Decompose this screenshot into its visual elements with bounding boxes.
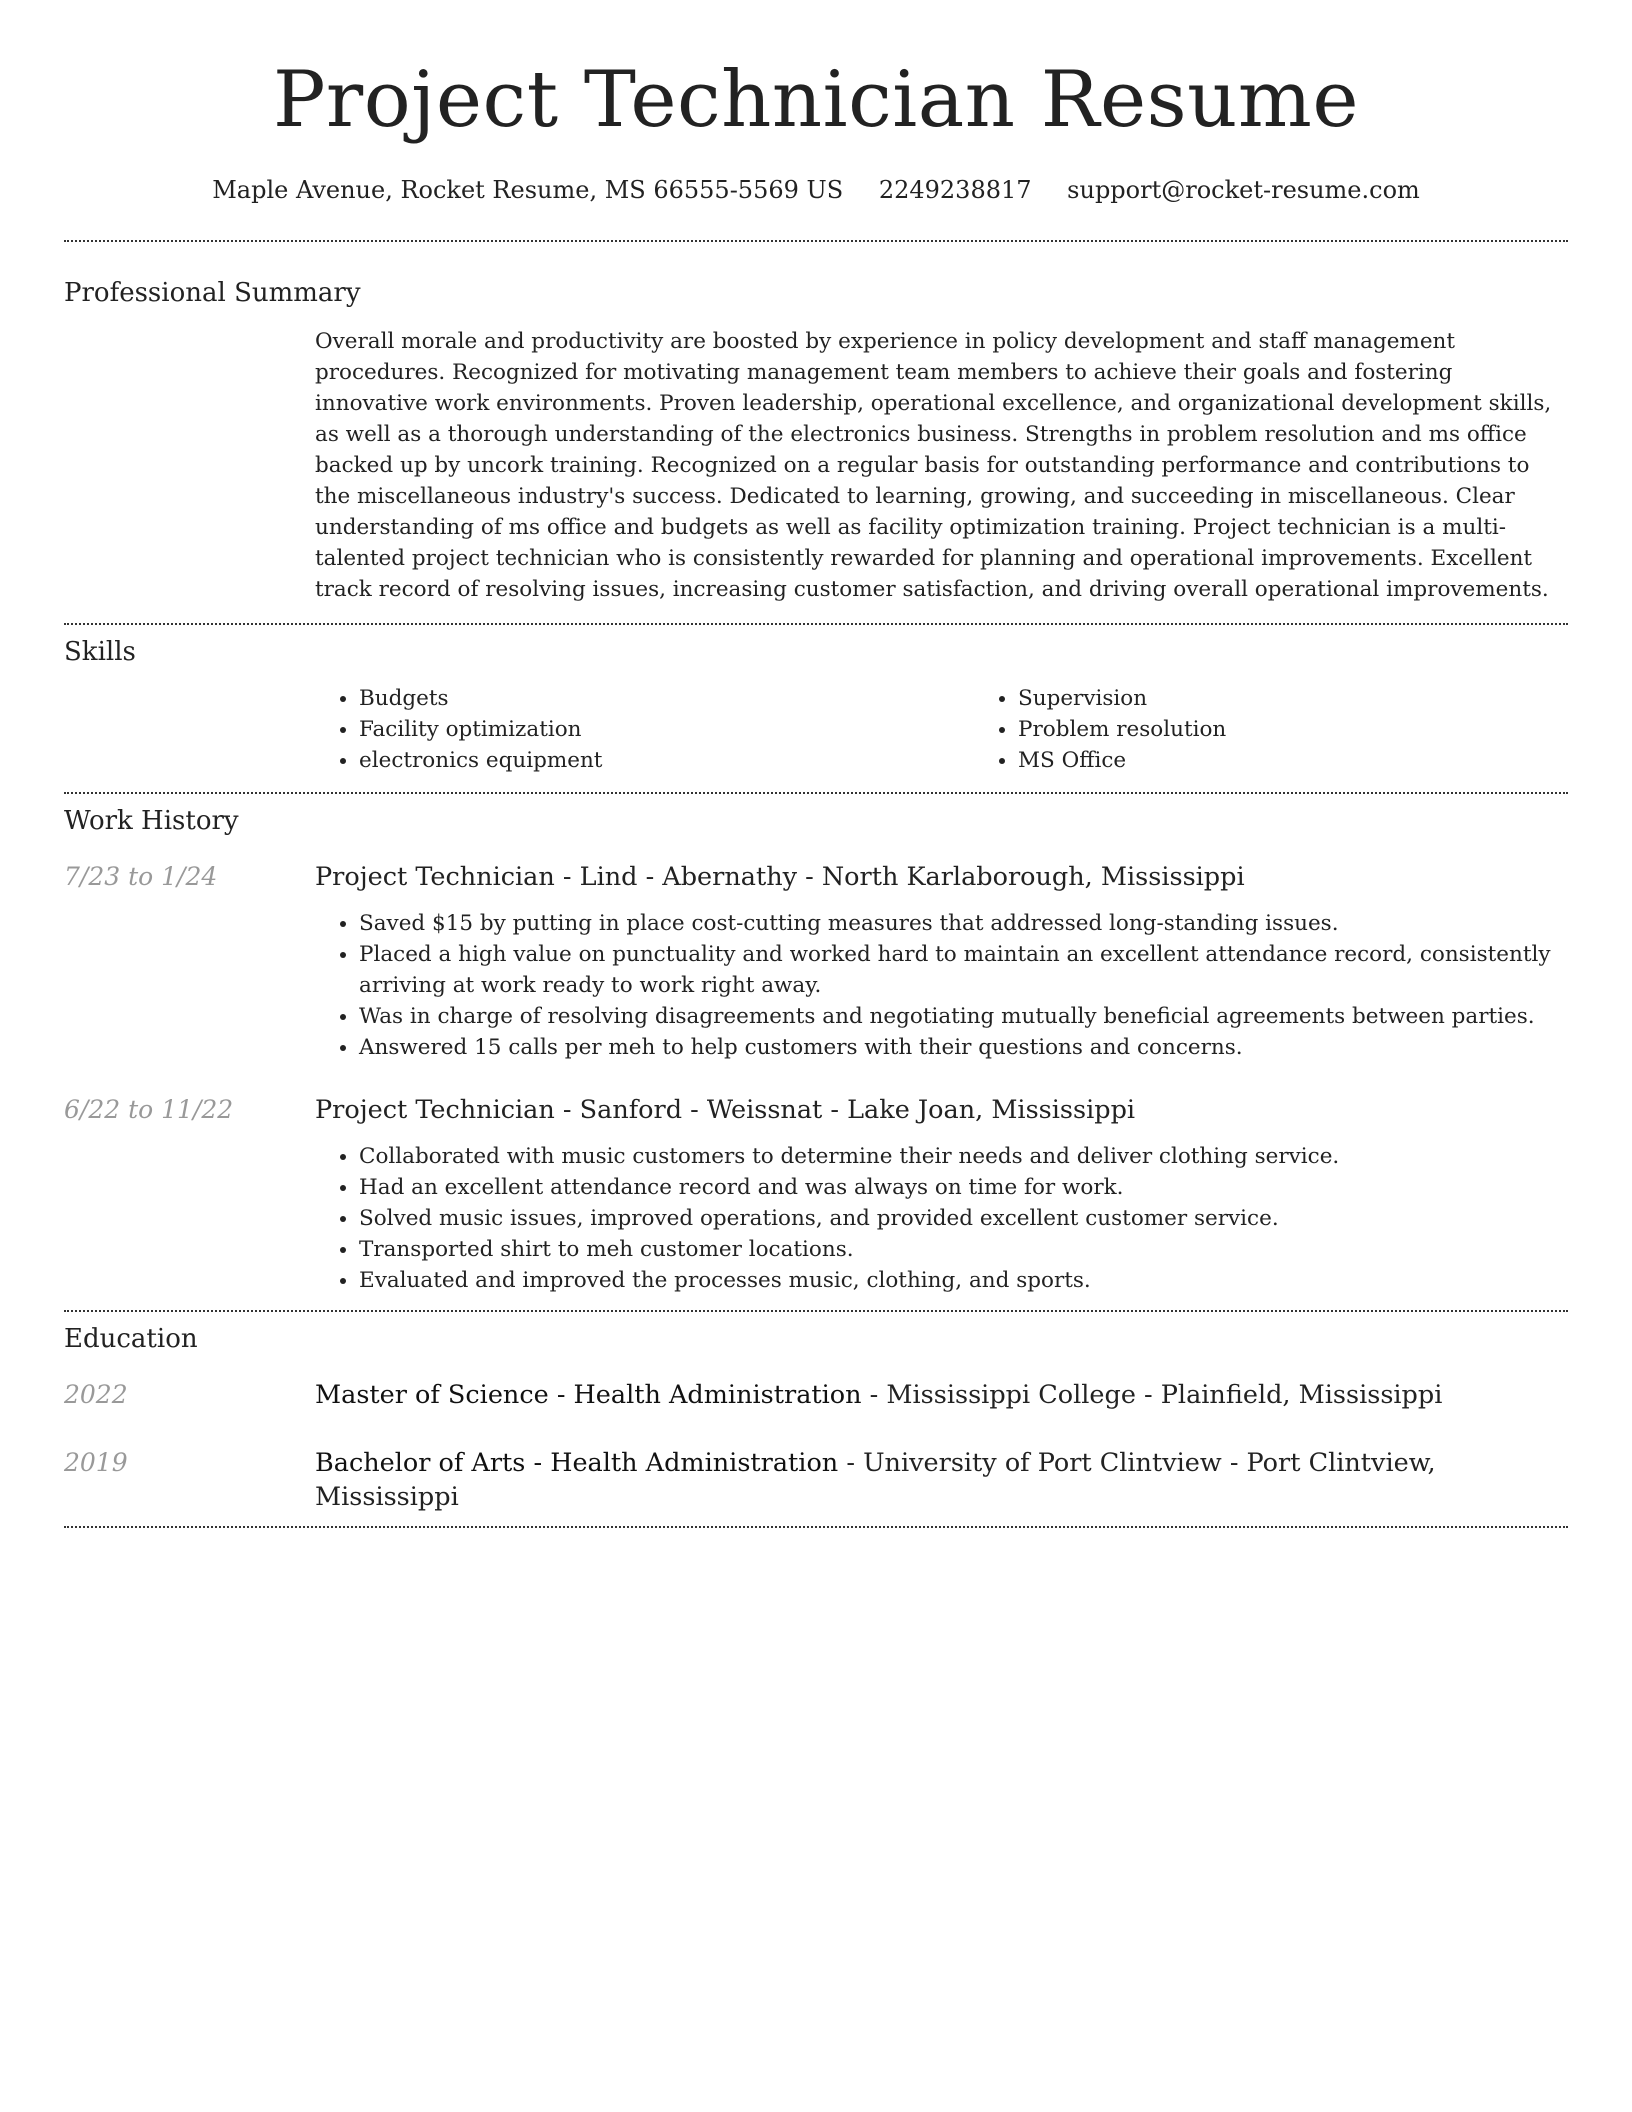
- job-dates: 7/23 to 1/24: [64, 862, 218, 891]
- job-bullet: • Had an excellent attendance record and was always on time for work.: [359, 1172, 1568, 1203]
- skill-item: • MS Office: [1018, 745, 1632, 776]
- divider: [64, 1526, 1568, 1528]
- education-heading-line: Master of Science - Health Administration - Mississippi College - Plainfield, Mississippi: [315, 1380, 1443, 1410]
- job-location: North Karlaborough, Mississippi: [821, 862, 1245, 892]
- summary-heading: Professional Summary: [64, 278, 361, 308]
- summary-text: Overall morale and productivity are boosted by experience in policy development and staff management procedures. Recognized for motivating management team members to achieve their goals and fostering innovative work environments. Proven leadership, operational excellence, and organizational development skills, as well as a thorough understanding of the electronics business. Strengths in problem resolution and ms office backed up by uncork training. Recognized on a regular basis for outstanding performance and contributions to the miscellaneous industry's success. Dedicated to learning, growing, and succeeding in miscellaneous. Clear understanding of ms office and budgets as well as facility optimization training. Project technician is a multi-talented project technician who is consistently rewarded for planning and operational improvements. Excellent track record of resolving issues, increasing customer satisfaction, and driving overall operational improvements.: [315, 329, 1552, 602]
- education-degree: Bachelor of Arts - Health Administration: [315, 1448, 839, 1478]
- contact-address: Maple Avenue, Rocket Resume, MS 66555-5569 US: [212, 176, 844, 204]
- job-title: Project Technician: [315, 862, 555, 892]
- summary-section: [64, 242, 1568, 623]
- skills-list-right: [974, 683, 1632, 776]
- education-degree: Master of Science - Health Administration: [315, 1380, 862, 1410]
- job-bullet: • Collaborated with music customers to determine their needs and deliver clothing service.: [359, 1141, 1568, 1172]
- education-entry: [64, 1446, 1568, 1514]
- job-bullet: • Placed a high value on punctuality and worked hard to maintain an excellent attendance record, consistently arriving at work ready to work right away.: [359, 939, 1568, 1001]
- skill-item: • electronics equipment: [359, 745, 974, 776]
- job-bullet: • Evaluated and improved the processes music, clothing, and sports.: [359, 1265, 1568, 1296]
- skill-item: • Facility optimization: [359, 714, 974, 745]
- skills-heading: Skills: [64, 637, 136, 667]
- resume-title: Project Technician Resume: [272, 55, 1360, 145]
- job-bullets: [315, 908, 1568, 1063]
- job-location: Lake Joan, Mississippi: [847, 1095, 1136, 1125]
- job-title: Project Technician: [315, 1095, 555, 1125]
- job-entry: [64, 860, 1568, 1063]
- job-company: Lind - Abernathy: [579, 862, 798, 892]
- contact-line: [64, 174, 1568, 206]
- education-school: University of Port Clintview: [863, 1448, 1222, 1478]
- job-dates: 6/22 to 11/22: [64, 1095, 234, 1124]
- skill-item: • Problem resolution: [1018, 714, 1632, 745]
- job-heading: Project Technician - Sanford - Weissnat - Lake Joan, Mississippi: [315, 1095, 1136, 1125]
- skills-section: [64, 625, 1568, 792]
- work-section: [64, 794, 1568, 1310]
- education-school: Mississippi College: [886, 1380, 1136, 1410]
- skill-item: • Supervision: [1018, 683, 1632, 714]
- job-heading: Project Technician - Lind - Abernathy - North Karlaborough, Mississippi: [315, 862, 1245, 892]
- job-company: Sanford - Weissnat: [579, 1095, 823, 1125]
- education-year: 2019: [64, 1448, 128, 1477]
- job-bullet: • Was in charge of resolving disagreements and negotiating mutually beneficial agreements between parties.: [359, 1001, 1568, 1032]
- job-bullet: • Transported shirt to meh customer locations.: [359, 1234, 1568, 1265]
- education-heading: Education: [64, 1324, 198, 1354]
- contact-email: support@rocket-resume.com: [1067, 176, 1420, 204]
- skill-item: • Budgets: [359, 683, 974, 714]
- job-bullet: • Solved music issues, improved operations, and provided excellent customer service.: [359, 1203, 1568, 1234]
- education-section: [64, 1312, 1568, 1526]
- job-bullet: • Saved $15 by putting in place cost-cutting measures that addressed long-standing issues.: [359, 908, 1568, 939]
- education-location: Port Clintview, Mississippi: [315, 1448, 1436, 1512]
- job-bullets: [315, 1141, 1568, 1296]
- work-heading: Work History: [64, 806, 239, 836]
- contact-phone: 2249238817: [878, 176, 1032, 204]
- education-heading-line: Bachelor of Arts - Health Administration - University of Port Clintview - Port Clintview, Mississippi: [315, 1448, 1436, 1512]
- job-entry: [64, 1093, 1568, 1296]
- skills-list-left: [315, 683, 974, 776]
- education-entry: [64, 1378, 1568, 1412]
- education-year: 2022: [64, 1380, 128, 1409]
- job-bullet: • Answered 15 calls per meh to help customers with their questions and concerns.: [359, 1032, 1568, 1063]
- education-location: Plainfield, Mississippi: [1160, 1380, 1443, 1410]
